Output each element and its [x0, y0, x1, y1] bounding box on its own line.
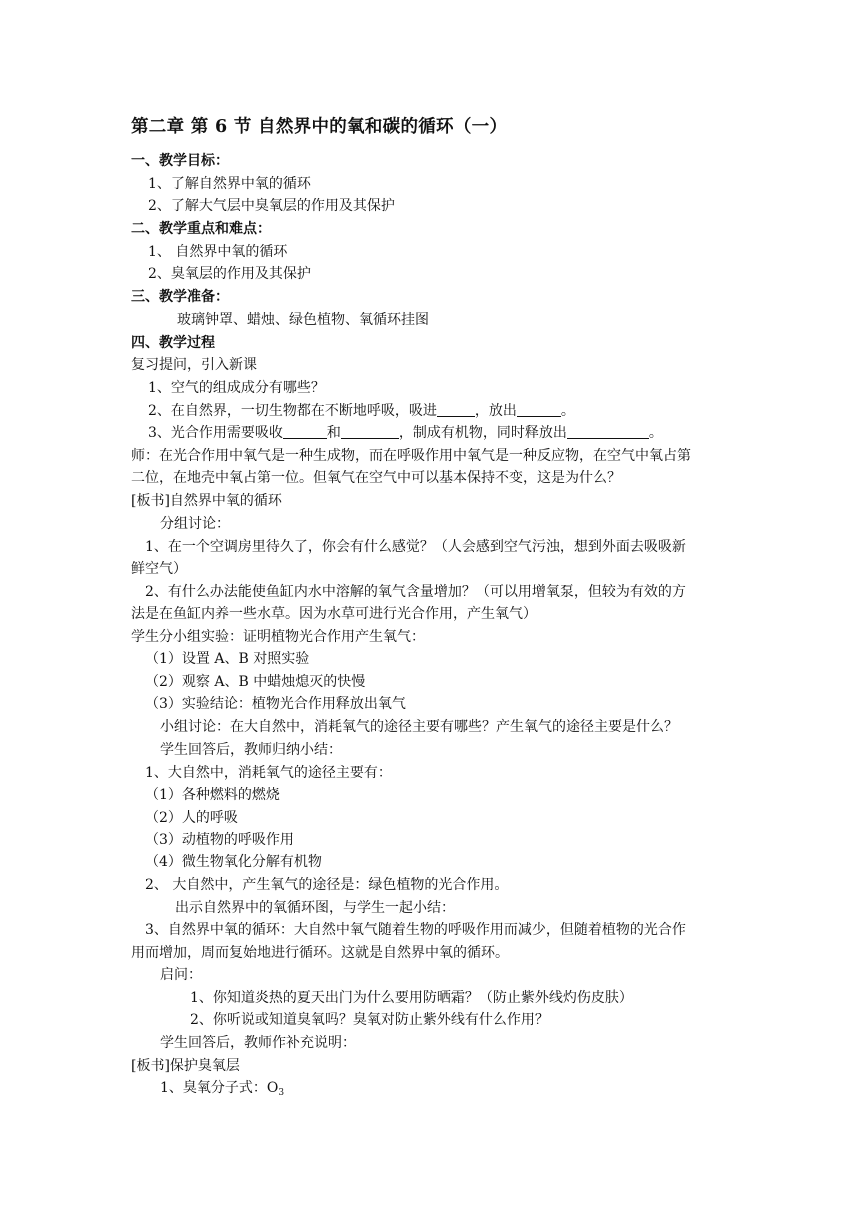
show-chart-text: 出示自然界中的氧循环图，与学生一起小结： — [175, 900, 455, 916]
answer-blank — [341, 424, 399, 439]
oxygen-cycle-text: 3、自然界中氧的循环：大自然中氧气随着生物的呼吸作用而减少，但随着植物的光合作 — [145, 922, 686, 938]
teacher-text: 师：在光合作用中氧气是一种生成物，而在呼吸作用中氧气是一种反应物，在空气中氧占第 — [131, 448, 691, 464]
small-group-discussion: 小组讨论：在大自然中，消耗氧气的途径主要有哪些？产生氧气的途径主要是什么？ — [160, 719, 678, 735]
question-1: 1、空气的组成成分有哪些？ — [148, 380, 325, 396]
consume-item: （3）动植物的呼吸作用 — [145, 832, 294, 848]
answer-blank — [283, 424, 327, 439]
answer-summary: 学生回答后，教师归纳小结： — [160, 742, 342, 758]
discussion-item: 1、在一个空调房里待久了，你会有什么感觉？（人会感到空气污浊，想到外面去吸吸新 — [145, 539, 686, 555]
preparation-text: 玻璃钟罩、蜡烛、绿色植物、氧循环挂图 — [177, 312, 429, 328]
oxygen-cycle-text: 用而增加，周而复始地进行循环。这就是自然界中氧的循环。 — [131, 945, 509, 961]
experiment-step: （3）实验结论：植物光合作用释放出氧气 — [145, 696, 406, 712]
key-point-item: 2、臭氧层的作用及其保护 — [148, 266, 311, 282]
answer-blank — [517, 402, 561, 417]
question-3: 3、光合作用需要吸收 和 ，制成有机物，同时释放出 。 — [148, 425, 663, 441]
group-discussion-label: 分组讨论： — [160, 516, 230, 532]
objective-item: 2、了解大气层中臭氧层的作用及其保护 — [148, 198, 395, 214]
answer-blank — [437, 402, 475, 417]
consume-item: （4）微生物氧化分解有机物 — [145, 854, 322, 870]
discussion-item: 鲜空气） — [131, 561, 187, 577]
section-heading-process: 四、教学过程 — [131, 335, 215, 351]
board-note: [板书]自然界中氧的循环 — [131, 493, 282, 509]
key-point-item: 1、 自然界中氧的循环 — [148, 244, 288, 260]
experiment-title: 学生分小组实验：证明植物光合作用产生氧气： — [131, 629, 425, 645]
question-2: 2、在自然界，一切生物都在不断地呼吸，吸进 ，放出 。 — [148, 403, 575, 419]
consume-title: 1、大自然中，消耗氧气的途径主要有： — [145, 765, 392, 781]
prompt-label: 启问： — [160, 967, 202, 983]
prompt-question: 1、你知道炎热的夏天出门为什么要用防晒霜？（防止紫外线灼伤皮肤） — [190, 990, 633, 1006]
teacher-text: 二位，在地壳中氧占第一位。但氧气在空气中可以基本保持不变，这是为什么？ — [131, 470, 621, 486]
discussion-item: 法是在鱼缸内养一些水草。因为水草可进行光合作用，产生氧气） — [131, 606, 537, 622]
answer-blank — [567, 424, 649, 439]
section-heading-key-points: 二、教学重点和难点： — [131, 221, 271, 237]
objective-item: 1、了解自然界中氧的循环 — [148, 176, 311, 192]
doc-title: 第二章 第 6 节 自然界中的氧和碳的循环（一） — [131, 117, 508, 137]
board-note: [板书]保护臭氧层 — [131, 1058, 240, 1074]
section-heading-objectives: 一、教学目标： — [131, 153, 229, 169]
ozone-formula: 1、臭氧分子式：$O_3$ — [160, 1080, 285, 1098]
consume-item: （1）各种燃料的燃烧 — [145, 787, 280, 803]
experiment-step: （1）设置 A、B 对照实验 — [145, 651, 310, 667]
prompt-question: 2、你听说或知道臭氧吗？臭氧对防止紫外线有什么作用？ — [190, 1012, 549, 1028]
answer-supplement: 学生回答后，教师作补充说明： — [160, 1035, 356, 1051]
produce-text: 2、 大自然中，产生氧气的途径是：绿色植物的光合作用。 — [145, 877, 509, 893]
review-text: 复习提问，引入新课 — [131, 357, 257, 373]
experiment-step: （2）观察 A、B 中蜡烛熄灭的快慢 — [145, 674, 366, 690]
discussion-item: 2、有什么办法能使鱼缸内水中溶解的氧气含量增加？（可以用增氧泵，但较为有效的方 — [145, 584, 686, 600]
section-heading-preparation: 三、教学准备： — [131, 289, 229, 305]
consume-item: （2）人的呼吸 — [145, 810, 238, 826]
